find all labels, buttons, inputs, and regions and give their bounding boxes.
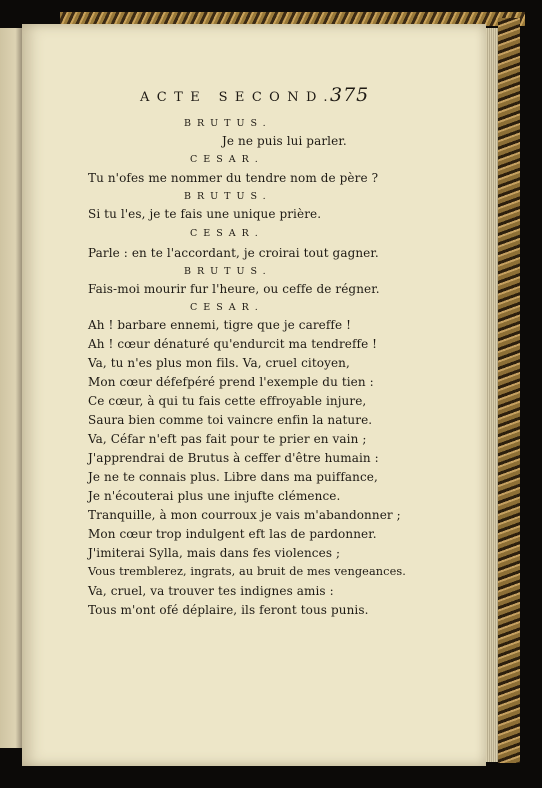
speaker-cesar: CESAR.: [190, 302, 264, 313]
verse-line: Je ne te connais plus. Libre dans ma puiffance,: [88, 470, 378, 484]
verse-line: Ah ! barbare ennemi, tigre que je careffe !: [88, 318, 352, 332]
act-title: ACTE SECOND.: [140, 90, 335, 105]
verse-line: Saura bien comme toi vaincre enfin la nature.: [88, 413, 373, 427]
speaker-brutus: BRUTUS.: [184, 118, 272, 129]
verse-line: J'imiterai Sylla, mais dans fes violences ;: [88, 546, 341, 560]
speaker-cesar: CESAR.: [190, 228, 264, 239]
verse-line: Va, Céfar n'eft pas fait pour te prier en vain ;: [88, 432, 367, 446]
verse-line: Si tu l'es, je te fais une unique prière.: [88, 207, 322, 221]
verse-line: Mon cœur défefpéré prend l'exemple du tien :: [88, 375, 374, 389]
speaker-brutus: BRUTUS.: [184, 266, 272, 277]
verse-line: Je ne puis lui parler.: [222, 134, 347, 148]
verse-line: Va, cruel, va trouver tes indignes amis :: [88, 584, 334, 598]
speaker-brutus: BRUTUS.: [184, 191, 272, 202]
verse-line: Tranquille, à mon courroux je vais m'abandonner ;: [88, 508, 401, 522]
verse-line: Ce cœur, à qui tu fais cette effroyable injure,: [88, 394, 367, 408]
verse-line: Ah ! cœur dénaturé qu'endurcit ma tendreffe !: [88, 337, 378, 351]
page-number: 375: [330, 84, 370, 106]
verse-line: Va, tu n'es plus mon fils. Va, cruel citoyen,: [88, 356, 350, 370]
verse-line: Je n'écouterai plus une injufte clémence.: [88, 489, 341, 503]
verse-line: Parle : en te l'accordant, je croirai tout gagner.: [88, 246, 379, 260]
verse-line: Fais-moi mourir fur l'heure, ou ceffe de régner.: [88, 282, 380, 296]
verse-line: Mon cœur trop indulgent eft las de pardonner.: [88, 527, 377, 541]
verse-line: Tous m'ont ofé déplaire, ils feront tous punis.: [88, 603, 369, 617]
verse-line: Tu n'ofes me nommer du tendre nom de père ?: [88, 171, 379, 185]
verse-line: Vous tremblerez, ingrats, au bruit de mes vengeances.: [88, 565, 406, 578]
verse-line: J'apprendrai de Brutus à ceffer d'être humain :: [88, 451, 379, 465]
speaker-cesar: CESAR.: [190, 154, 264, 165]
